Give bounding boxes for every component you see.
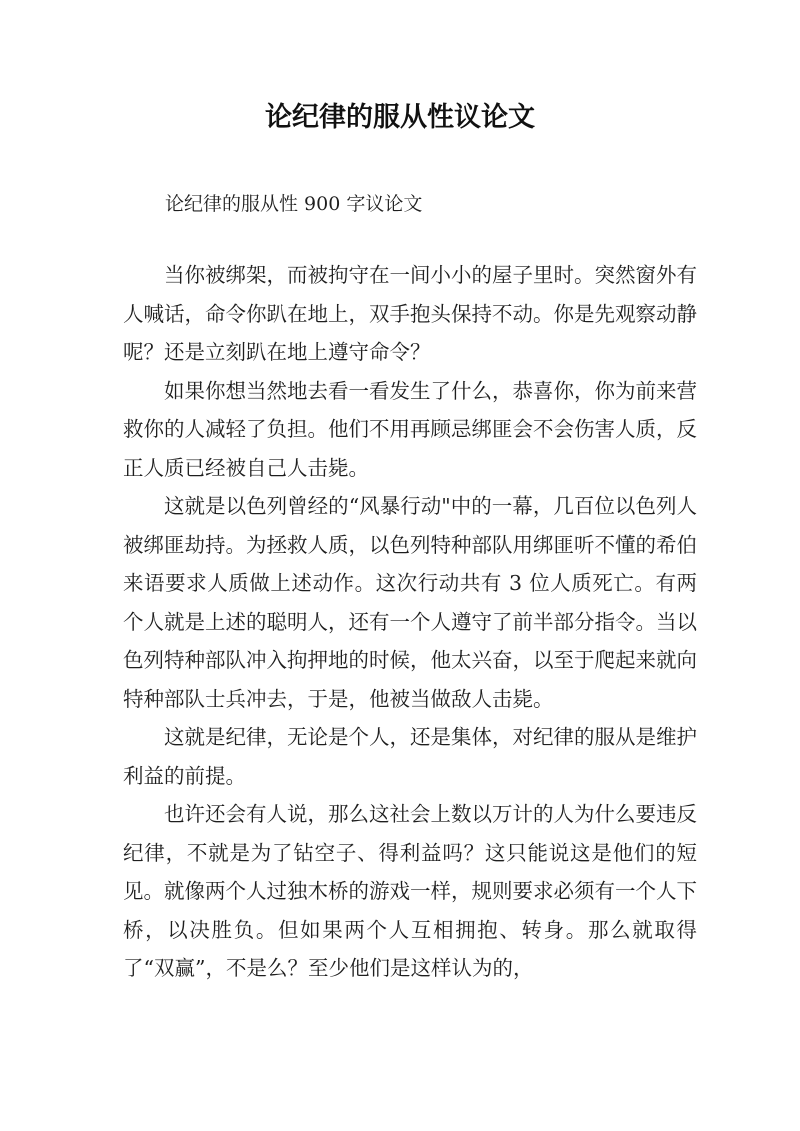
document-title: 论纪律的服从性议论文 xyxy=(265,102,535,133)
document-body xyxy=(123,256,697,988)
paragraph: 如果你想当然地去看一看发生了什么，恭喜你，你为前来营救你的人减轻了负担。他们不用再顾忌绑匪会不会伤害人质，反正人质已经被自己人击毙。 xyxy=(123,378,697,480)
paragraph: 也许还会有人说，那么这社会上数以万计的人为什么要违反纪律，不就是为了钻空子、得利益吗？这只能说这是他们的短见。就像两个人过独木桥的游戏一样，规则要求必须有一个人下桥，以决胜负。但如果两个人互相拥抱、转身。那么就取得了“双赢”，不是么？至少他们是这样认为的， xyxy=(123,802,697,980)
paragraph: 这就是以色列曾经的“风暴行动"中的一幕，几百位以色列人被绑匪劫持。为拯救人质，以色列特种部队用绑匪听不懂的希伯来语要求人质做上述动作。这次行动共有 3 位人质死亡。有两个人就是上述的聪明人，还有一个人遵守了前半部分指令。当以色列特种部队冲入拘押地的时候，他太兴奋，以至于爬起来就向特种部队士兵冲去，于是，他被当做敌人击毙。 xyxy=(123,494,697,711)
document-subtitle: 论纪律的服从性 900 字议论文 xyxy=(165,193,423,215)
paragraph: 当你被绑架，而被拘守在一间小小的屋子里时。突然窗外有人喊话，命令你趴在地上，双手抱头保持不动。你是先观察动静呢？还是立刻趴在地上遵守命令？ xyxy=(123,263,697,364)
paragraph: 这就是纪律，无论是个人，还是集体，对纪律的服从是维护利益的前提。 xyxy=(123,725,697,788)
